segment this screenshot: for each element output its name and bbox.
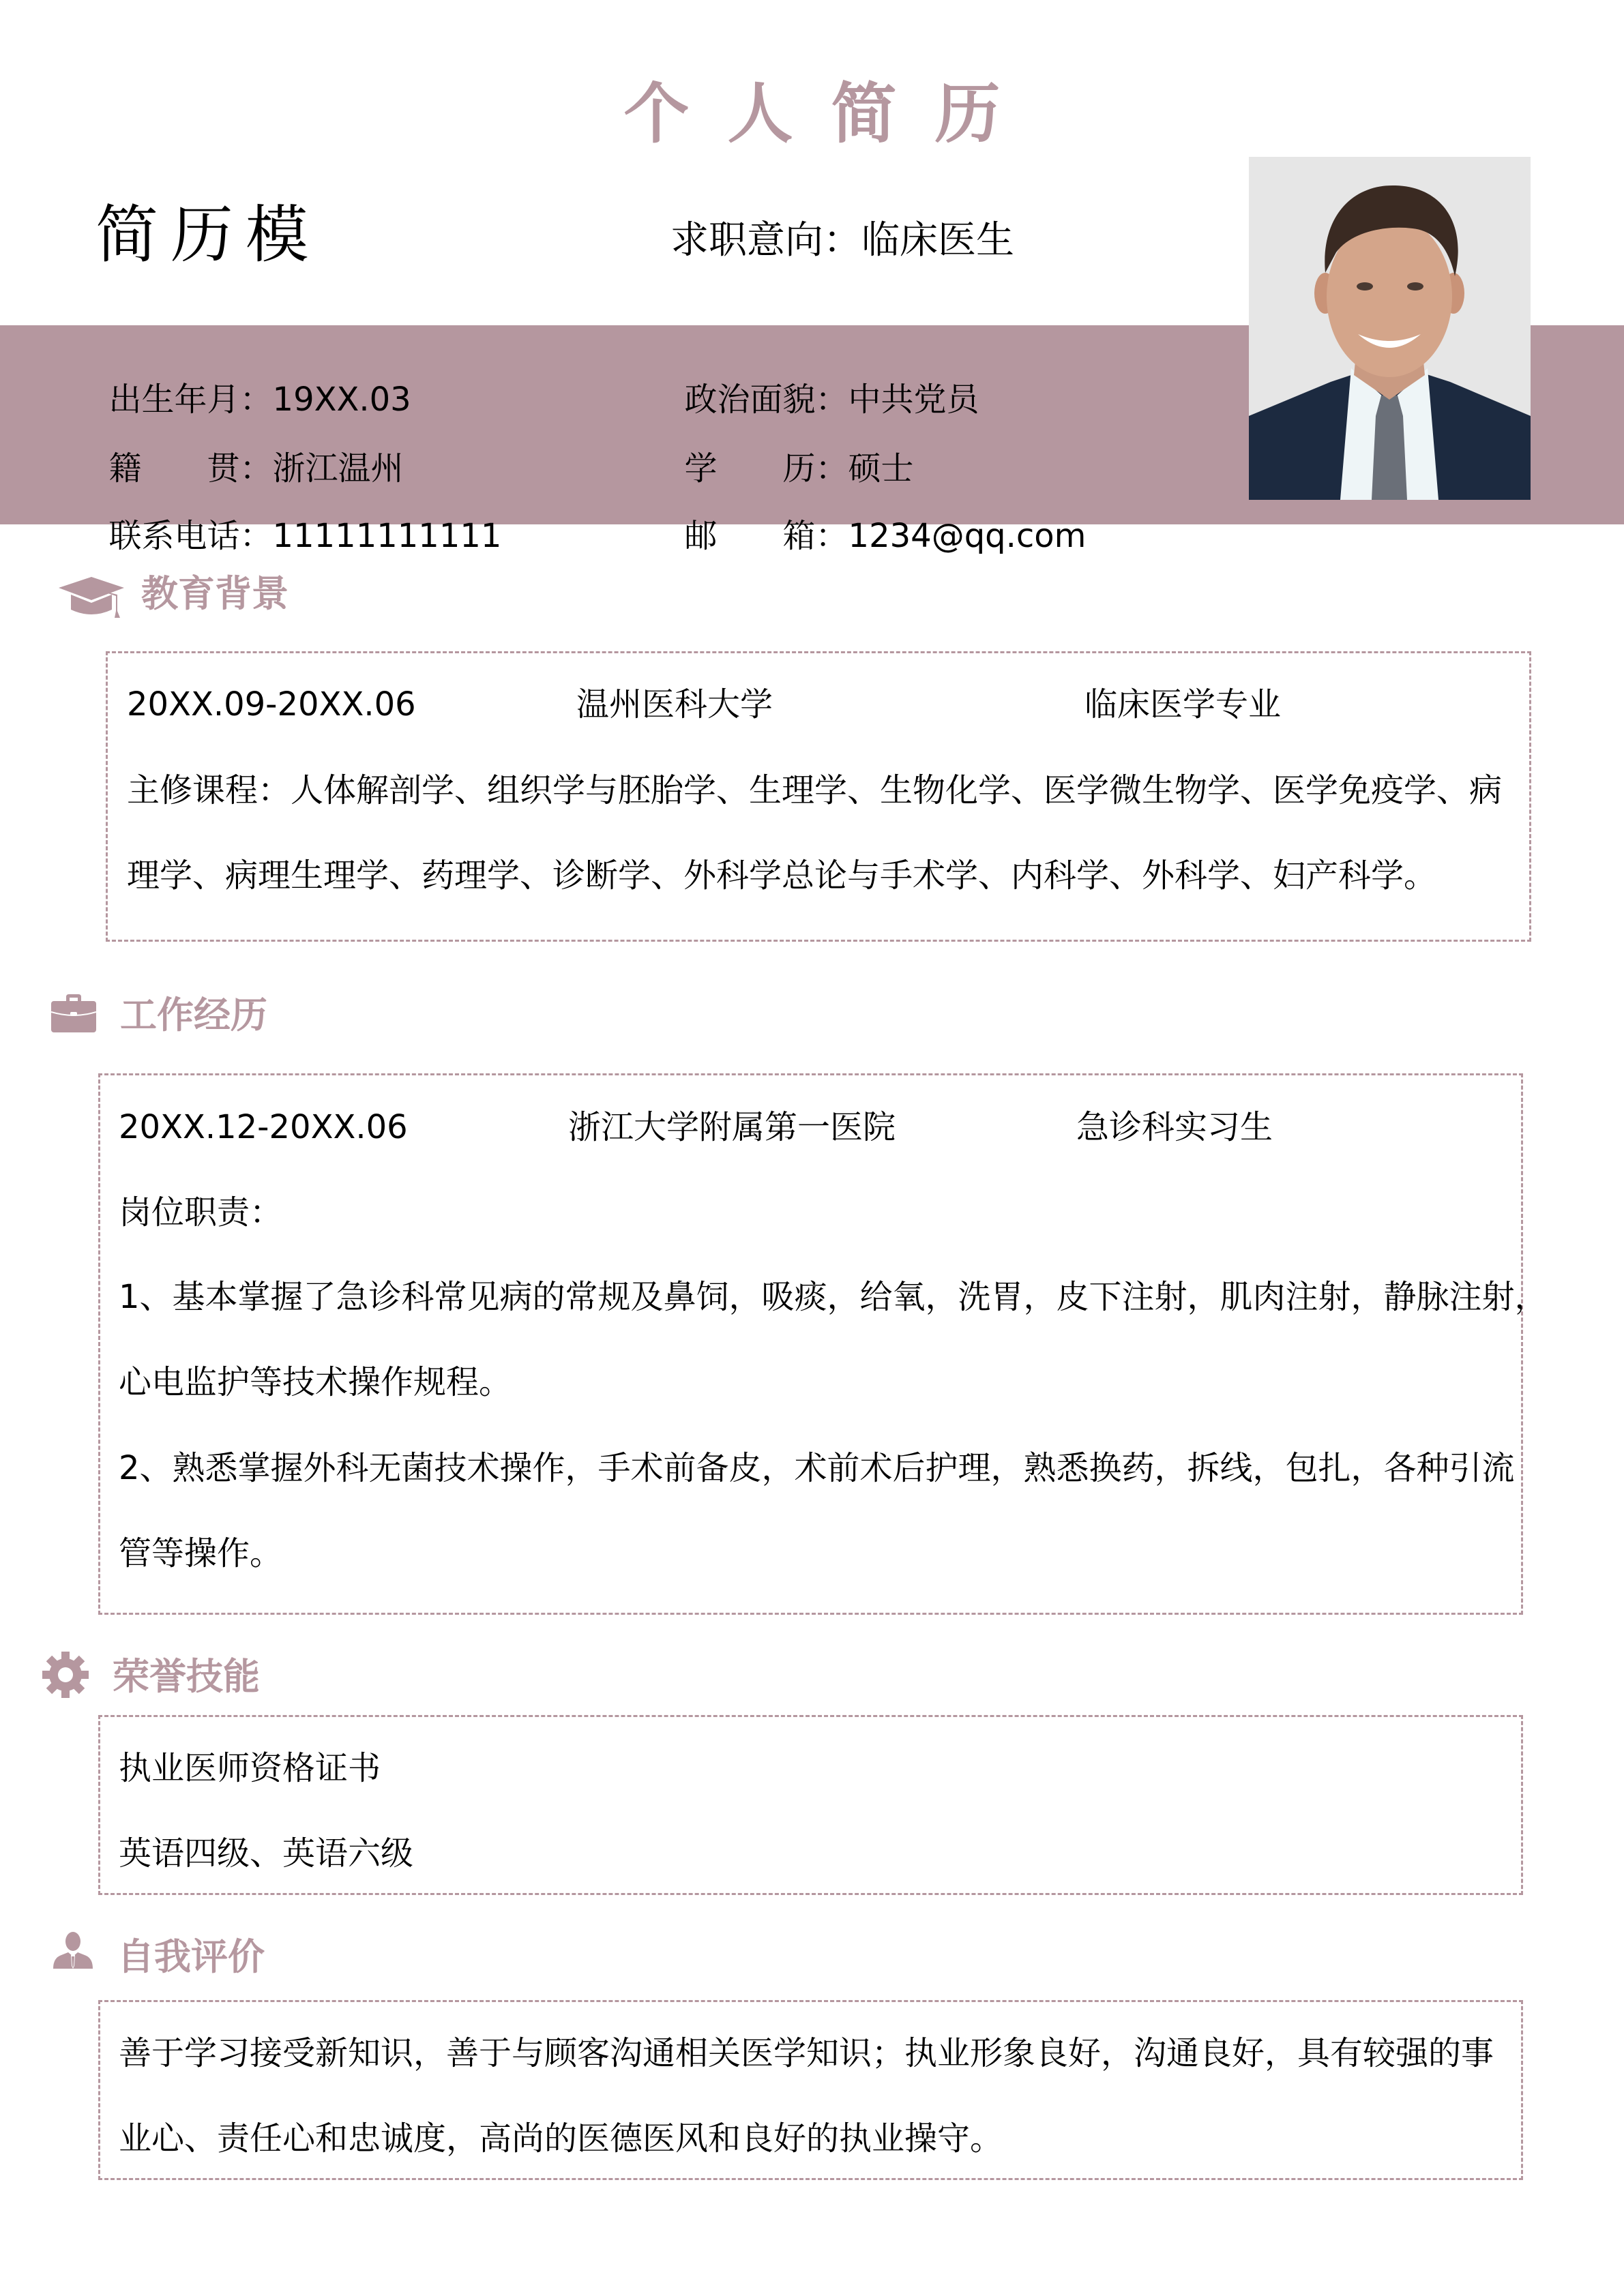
page-title: 个人简历 — [623, 76, 1039, 152]
info-value: 1234@qq.com — [848, 517, 1087, 555]
work-employer: 浙江大学附属第一医院 — [568, 1108, 896, 1146]
work-duties-label: 岗位职责： — [119, 1193, 283, 1232]
work-box — [98, 1073, 1523, 1615]
education-major: 临床医学专业 — [1084, 685, 1282, 724]
work-position: 急诊科实习生 — [1076, 1108, 1273, 1146]
info-label: 出生年月： — [108, 381, 273, 419]
info-value: 中共党员 — [848, 381, 979, 419]
section-title-honors: 荣誉技能 — [113, 1655, 260, 1698]
info-value: 硕士 — [848, 449, 914, 488]
education-school: 温州医科大学 — [576, 685, 773, 724]
info-label: 学 历： — [684, 449, 848, 488]
work-duty1-line2: 心电监护等技术操作规程。 — [119, 1363, 512, 1401]
objective-value: 临床医生 — [861, 218, 1014, 263]
work-duty2-line1: 2、熟悉掌握外科无菌技术操作，手术前备皮，术前术后护理，熟悉换药，拆线，包扎，各种引流 — [119, 1449, 1515, 1487]
education-period: 20XX.09-20XX.06 — [127, 685, 416, 724]
person-icon — [53, 1932, 93, 1970]
portrait-image — [1249, 157, 1531, 500]
work-duty2-line2: 管等操作。 — [119, 1534, 283, 1572]
job-objective — [670, 217, 1014, 265]
section-title-work: 工作经历 — [120, 994, 267, 1037]
objective-label: 求职意向： — [670, 218, 861, 263]
candidate-name: 简历模 — [95, 198, 321, 271]
education-courses-line1: 主修课程：人体解剖学、组织学与胚胎学、生理学、生物化学、医学微生物学、医学免疫学、病 — [127, 771, 1503, 809]
info-label: 籍 贯： — [108, 449, 273, 488]
info-email — [664, 475, 1086, 556]
info-label: 政治面貌： — [684, 381, 848, 419]
section-title-self-evaluation: 自我评价 — [117, 1935, 265, 1978]
info-value: 浙江温州 — [272, 449, 404, 488]
honors-item: 英语四级、英语六级 — [119, 1834, 414, 1873]
section-title-education: 教育背景 — [141, 572, 289, 615]
info-label: 联系电话： — [108, 517, 273, 555]
info-value: 11111111111 — [272, 517, 502, 555]
info-phone — [88, 475, 501, 556]
gear-icon — [42, 1652, 89, 1698]
work-duty1-line1: 1、基本掌握了急诊科常见病的常规及鼻饲，吸痰，给氧，洗胃，皮下注射，肌肉注射，静脉注射， — [119, 1278, 1548, 1316]
work-period: 20XX.12-20XX.06 — [119, 1108, 408, 1146]
education-courses-line2: 理学、病理生理学、药理学、诊断学、外科学总论与手术学、内科学、外科学、妇产科学。 — [127, 856, 1437, 895]
self-evaluation-line1: 善于学习接受新知识，善于与顾客沟通相关医学知识；执业形象良好，沟通良好，具有较强的事 — [119, 2034, 1494, 2072]
briefcase-icon — [51, 994, 96, 1032]
honors-item: 执业医师资格证书 — [119, 1749, 381, 1787]
info-label: 邮 箱： — [684, 517, 848, 555]
graduation-cap-icon — [57, 574, 126, 621]
profile-photo — [1249, 157, 1531, 500]
info-value: 19XX.03 — [272, 381, 411, 419]
self-evaluation-line2: 业心、责任心和忠诚度，高尚的医德医风和良好的执业操守。 — [119, 2119, 1003, 2158]
